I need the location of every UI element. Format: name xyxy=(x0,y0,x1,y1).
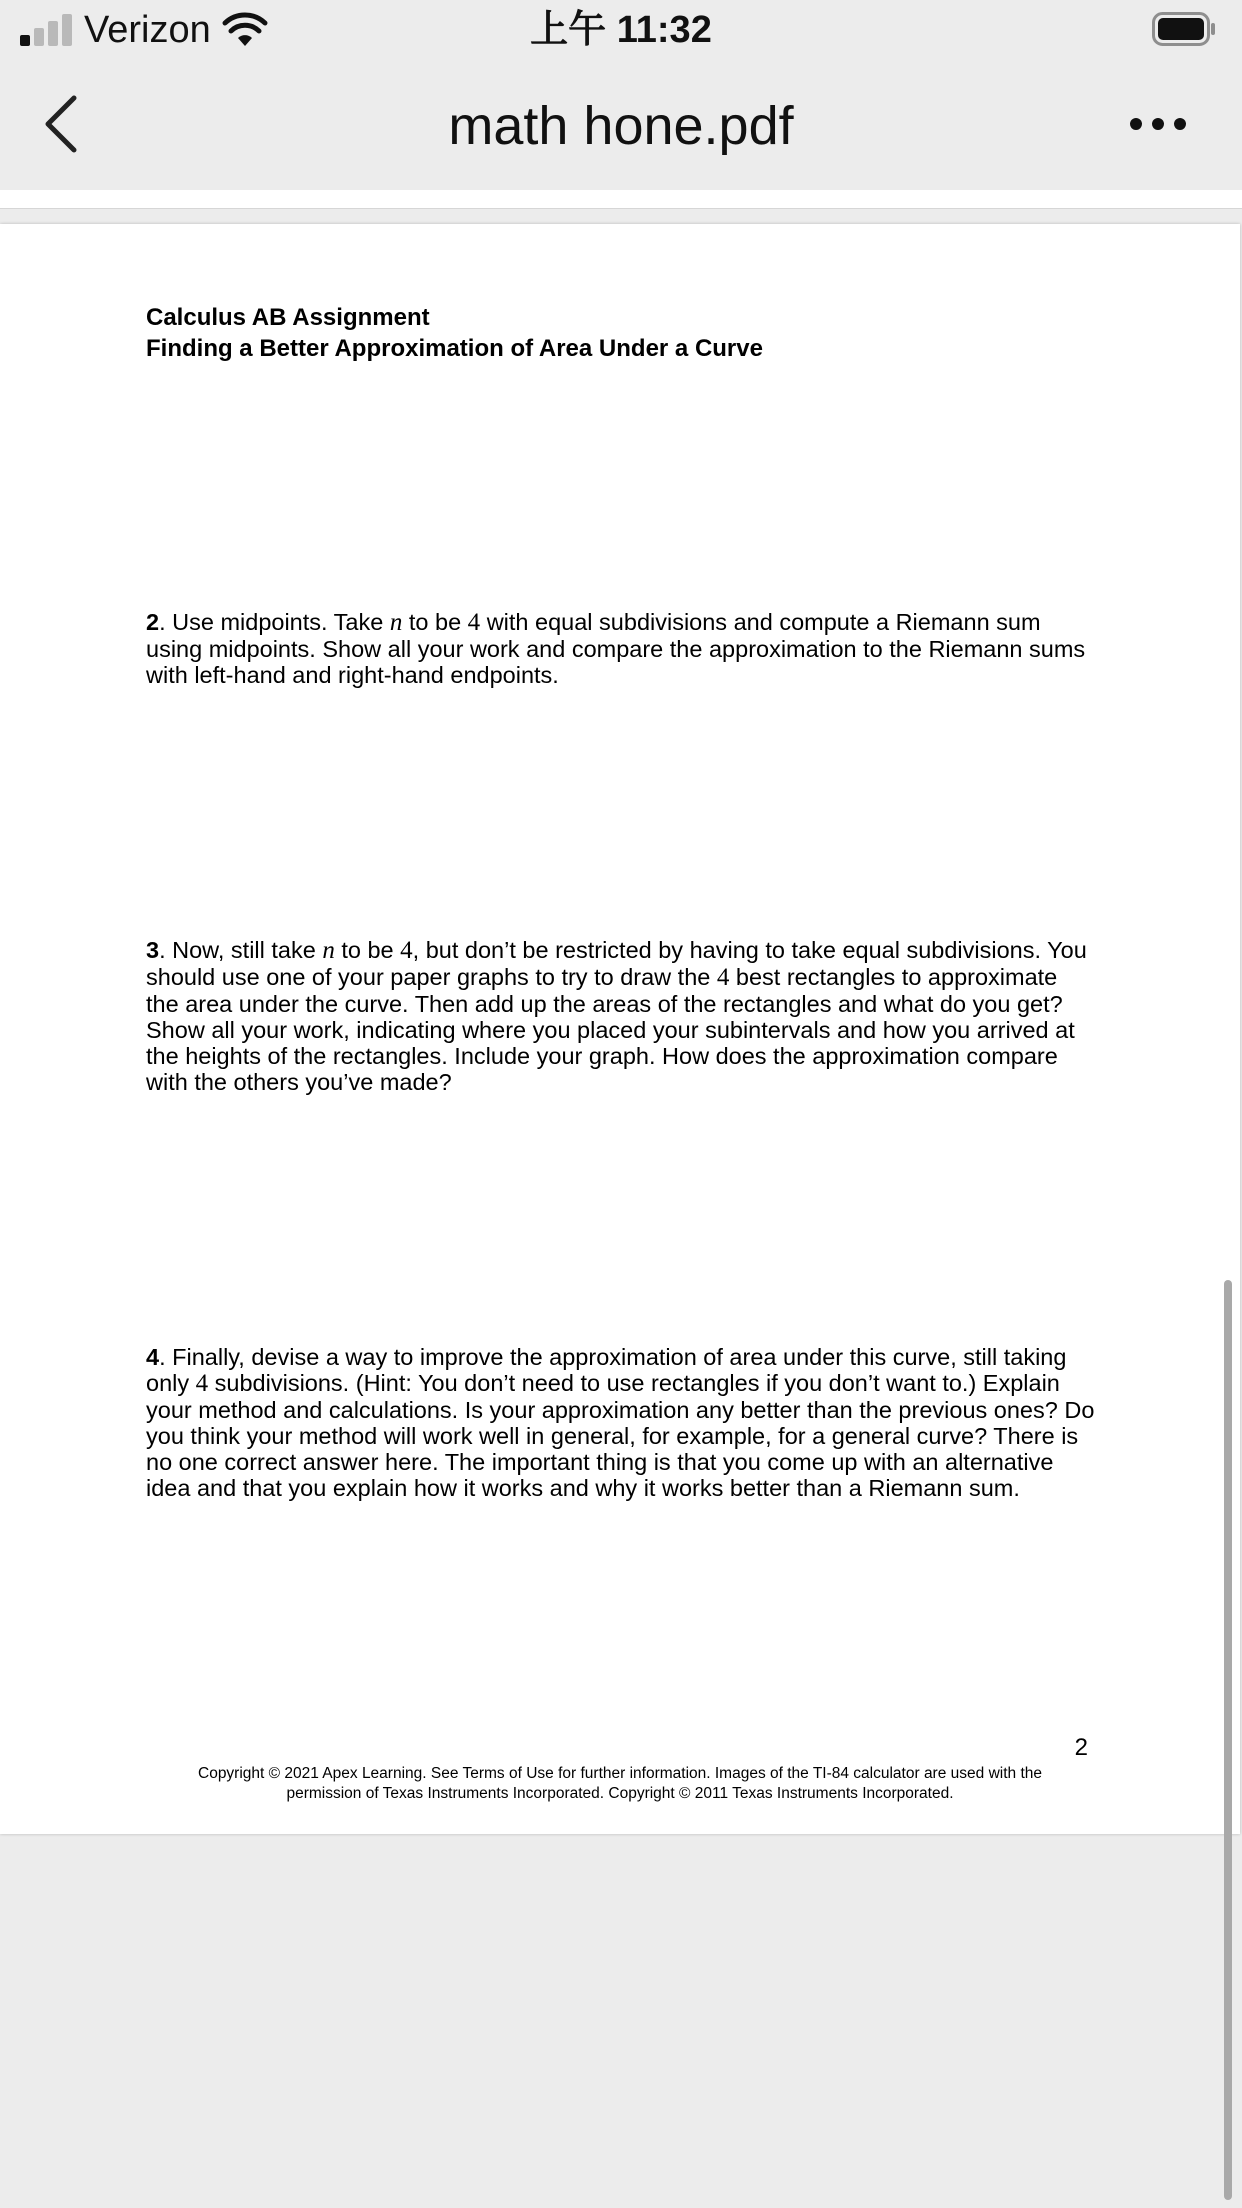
navigation-bar xyxy=(0,62,1242,190)
document-header xyxy=(146,302,763,364)
question-4: 4. Finally, devise a way to improve the approximation of area under this curve, still taking only 4 subdivisions. (Hint: You don’t need to use rectangles if you don’t want to.) Explain your method and calculations. Is your approximation any better than the previous ones? Do you think your method will work well in general, for example, for a general curve? There is no one correct answer here. The important thing is that you come up with an alternative idea and that you explain how it works and why it works better than a Riemann sum. xyxy=(146,1344,1095,1501)
course-title: Calculus AB Assignment xyxy=(146,304,430,331)
pdf-page xyxy=(0,224,1240,1834)
status-bar xyxy=(0,0,1242,62)
page-number: 2 xyxy=(1074,1734,1088,1761)
question-number: 2 xyxy=(146,609,160,635)
copyright-footer: Copyright © 2021 Apex Learning. See Terms of Use for further information. Images of the TI-84 calculator are used with the permission of Texas Instruments Incorporated. Copyright © 2011 Texas Instruments Incorporated. xyxy=(198,1765,1042,1802)
status-time: 上午 11:32 xyxy=(530,9,712,51)
document-title: math hone.pdf xyxy=(448,96,794,156)
more-horizontal-icon[interactable] xyxy=(1126,110,1190,140)
carrier-name: Verizon xyxy=(84,9,211,51)
question-number: 4 xyxy=(146,1344,160,1370)
question-2: 2. Use midpoints. Take n to be 4 with equal subdivisions and compute a Riemann sum using midpoints. Show all your work and compare the approximation to the Riemann sums with left-hand and right-hand endpoints. xyxy=(146,609,1086,688)
scroll-indicator[interactable] xyxy=(1224,1280,1232,2200)
question-3: 3. Now, still take n to be 4, but don’t be restricted by having to take equal subdivisions. You should use one of your paper graphs to try to draw the 4 best rectangles to approximate the area under the curve. Then add up the areas of the rectangles and what do you get? Show all your work, indicating where you placed your subintervals and how you arrived at the heights of the rectangles. Include your graph. How does the approximation compare with the others you’ve made? xyxy=(146,937,1087,1095)
question-number: 3 xyxy=(146,937,160,963)
battery-icon xyxy=(1152,12,1216,46)
previous-page-edge xyxy=(0,190,1242,209)
assignment-title: Finding a Better Approximation of Area Under a Curve xyxy=(146,335,763,362)
